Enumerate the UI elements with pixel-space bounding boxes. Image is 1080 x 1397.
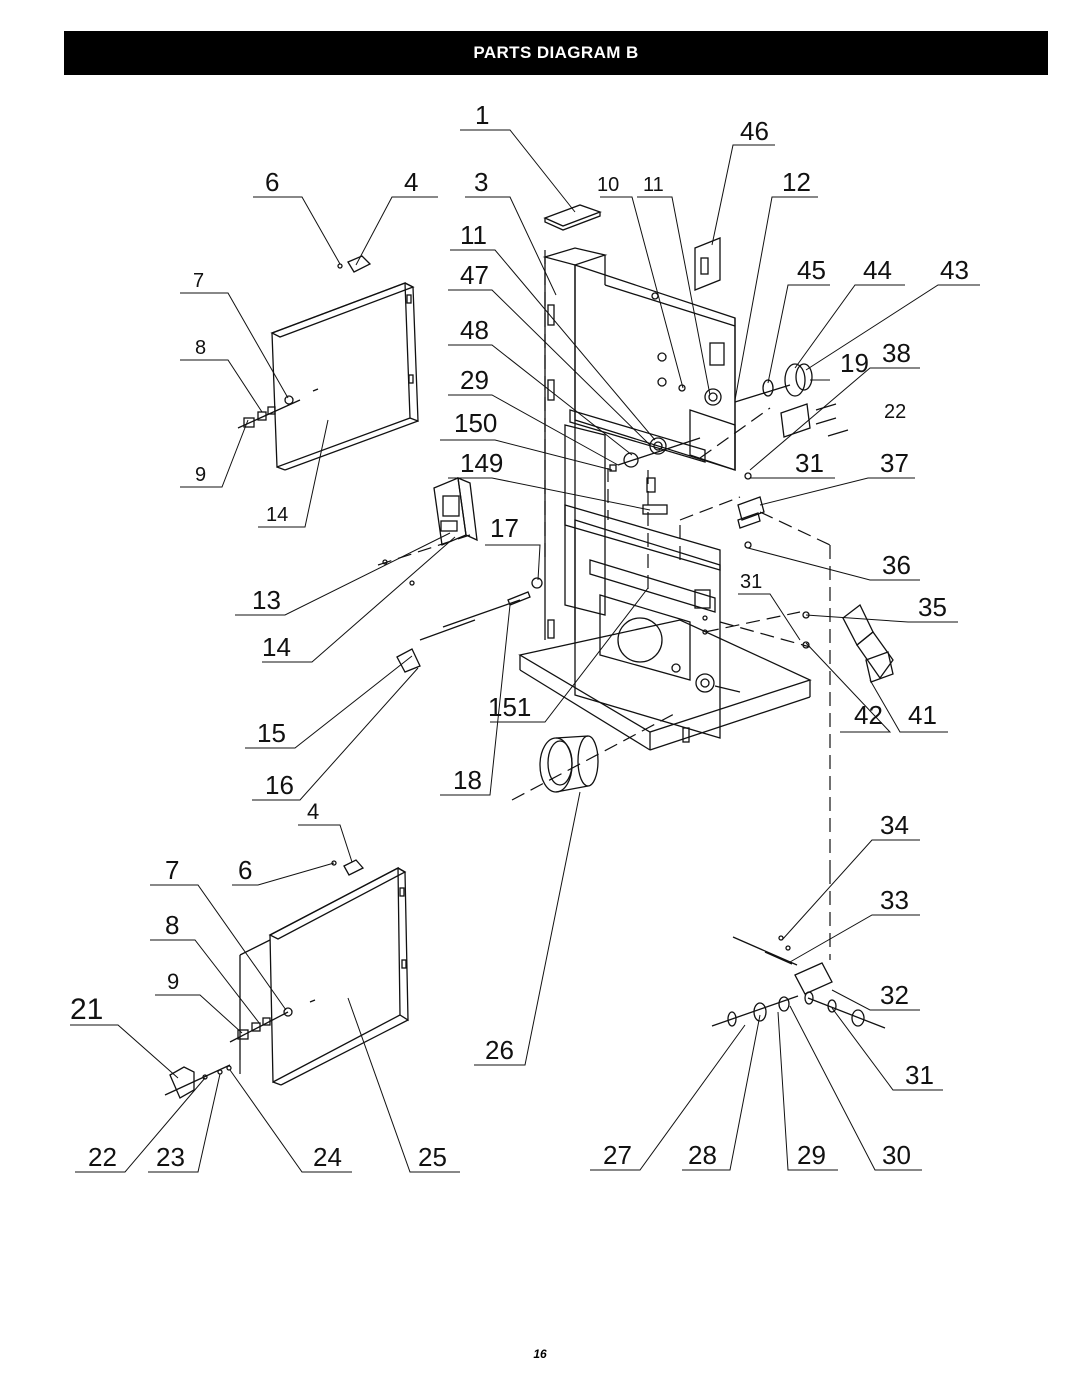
callout-34: 34 [880, 810, 909, 840]
callout-31: 31 [795, 448, 824, 478]
lower-door-panel [240, 868, 408, 1085]
door-catch [165, 1065, 231, 1098]
callout-8: 8 [195, 337, 207, 359]
callout-31-mid: 31 [740, 571, 763, 593]
callout-12: 12 [782, 167, 811, 197]
callout-6-lower: 6 [238, 855, 253, 885]
guard-plate [781, 404, 810, 437]
callout-19: 19 [840, 348, 869, 378]
callout-30: 30 [882, 1140, 911, 1170]
drive-shaft [443, 578, 542, 627]
callout-151: 151 [488, 692, 532, 722]
page-number: 16 [533, 1347, 547, 1361]
callout-35: 35 [918, 592, 947, 622]
callout-11-left: 11 [460, 220, 487, 250]
power-cord-plug [397, 620, 475, 672]
page-title: PARTS DIAGRAM B [473, 43, 639, 62]
callout-28: 28 [688, 1140, 717, 1170]
callout-14: 14 [266, 504, 289, 526]
callout-43: 43 [940, 255, 969, 285]
callout-44: 44 [863, 255, 892, 285]
callout-24: 24 [313, 1142, 342, 1172]
lower-guide-assembly [712, 936, 885, 1028]
callout-22-lower: 22 [88, 1142, 117, 1172]
callout-32: 32 [880, 980, 909, 1010]
callout-38: 38 [882, 338, 911, 368]
blade-window-panel [695, 238, 720, 290]
callout-17: 17 [490, 513, 519, 543]
callout-3: 3 [474, 167, 489, 197]
callout-4-lower: 4 [307, 799, 320, 824]
dust-port [540, 736, 598, 792]
callout-22: 22 [884, 401, 907, 423]
callout-42: 42 [854, 700, 883, 730]
callout-7: 7 [193, 270, 205, 292]
callout-41: 41 [908, 700, 937, 730]
callout-27: 27 [603, 1140, 632, 1170]
callout-6: 6 [265, 167, 280, 197]
upper-latch [338, 256, 370, 272]
upper-knob-assembly [238, 400, 300, 428]
callout-47: 47 [460, 260, 489, 290]
callout-33: 33 [880, 885, 909, 915]
arrow-marks [816, 404, 848, 436]
callout-9: 9 [195, 464, 207, 486]
switch-box [383, 478, 477, 585]
callout-46: 46 [740, 116, 769, 146]
callout-37: 37 [880, 448, 909, 478]
callout-149: 149 [460, 448, 504, 478]
lower-latch [332, 860, 363, 875]
callout-13: 13 [252, 585, 281, 615]
bandsaw-frame [520, 248, 810, 750]
callout-45: 45 [797, 255, 826, 285]
callout-1: 1 [475, 100, 490, 130]
lower-knob-assembly [230, 1012, 288, 1042]
callout-31-lower: 31 [905, 1060, 934, 1090]
callout-29-lower: 29 [797, 1140, 826, 1170]
tension-wheel [610, 438, 700, 514]
upper-shaft-assembly [679, 364, 812, 405]
callout-10: 10 [597, 174, 620, 196]
callout-21: 21 [70, 993, 104, 1026]
callout-48: 48 [460, 315, 489, 345]
callout-9-lower: 9 [167, 969, 180, 994]
callout-36: 36 [882, 550, 911, 580]
callout-25: 25 [418, 1142, 447, 1172]
upper-door-panel [272, 283, 418, 470]
callout-8-lower: 8 [165, 910, 180, 940]
callout-16: 16 [265, 770, 294, 800]
callout-4: 4 [404, 167, 419, 197]
callout-18: 18 [453, 765, 482, 795]
callout-150: 150 [454, 408, 498, 438]
callout-26: 26 [485, 1035, 514, 1065]
callout-7-lower: 7 [165, 855, 180, 885]
callout-23: 23 [156, 1142, 185, 1172]
callout-14-lower: 14 [262, 632, 291, 662]
callout-29: 29 [460, 365, 489, 395]
callout-15: 15 [257, 718, 286, 748]
callout-11: 11 [643, 174, 664, 196]
guide-bracket [738, 473, 764, 548]
